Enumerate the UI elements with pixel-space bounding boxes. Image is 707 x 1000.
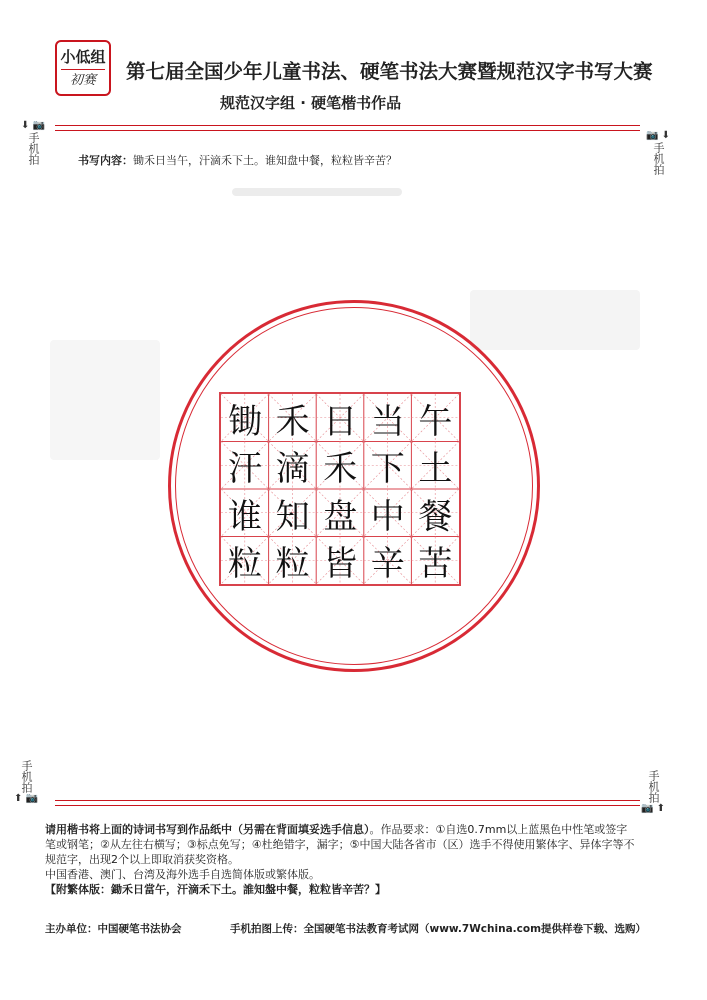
handwritten-character: 餐	[418, 496, 453, 537]
bleed-through-block	[50, 340, 160, 460]
upload-info: 手机拍图上传：全国硬笔书法教育考试网（www.7Wchina.com提供样卷下载、选购）	[230, 923, 647, 935]
instructions-hk-tw: 中国香港、澳门、台湾及海外选手自选简体版或繁体版。	[45, 868, 320, 881]
instructions-lead: 请用楷书将上面的诗词书写到作品纸中（另需在背面填妥选手信息）	[45, 823, 370, 836]
phone-photo-label-top-right: 📷 ⬇ 手机拍	[646, 130, 671, 175]
group-label: 小低组	[60, 47, 106, 66]
phone-photo-label-top-left: ⬇ 📷 手机拍	[21, 120, 46, 165]
group-badge	[55, 40, 111, 96]
handwritten-character: 土	[418, 449, 453, 489]
writing-content-text: 锄禾日当午，汗滴禾下土。谁知盘中餐，粒粒皆辛苦？	[133, 154, 397, 167]
bleed-through-text	[232, 188, 402, 196]
camera-download-icon: 📷 ⬇	[646, 130, 671, 141]
bottom-divider	[55, 800, 640, 806]
page-title: 第七届全国少年儿童书法、硬笔书法大赛暨规范汉字书写大赛	[126, 60, 653, 83]
bleed-through-block	[470, 290, 640, 350]
instructions-body: 。作品要求：①自选0.7mm以上蓝黑色中性笔或签字笔或钢笔；②从左往右横写；③标点免写；④杜绝错字，漏字；⑤中国大陆各省市（区）选手不得使用繁体字、异体字等不规范字，出现2个以上即取消获奖资格。	[45, 823, 635, 866]
badge-divider	[61, 69, 105, 70]
handwritten-character: 禾	[275, 401, 310, 442]
handwritten-character: 下	[370, 449, 405, 489]
download-camera-icon: ⬇ 📷	[21, 120, 46, 131]
handwritten-character: 禾	[323, 449, 358, 489]
phone-photo-label-bottom-right: 手机拍 📷 ⬆	[641, 770, 666, 814]
handwritten-character: 谁	[228, 496, 262, 537]
handwritten-character: 粒	[228, 544, 262, 584]
writing-content	[78, 152, 397, 168]
camera-upload-icon: 📷 ⬆	[641, 803, 666, 814]
handwritten-character: 汗	[228, 449, 262, 489]
writing-grid	[219, 392, 461, 586]
organizer: 主办单位：中国硬笔书法协会	[45, 923, 182, 935]
handwritten-character: 滴	[275, 449, 310, 489]
handwritten-character: 中	[370, 496, 405, 537]
handwritten-character: 日	[323, 401, 358, 442]
phone-photo-label-bottom-left: 手机拍 ⬆ 📷	[14, 760, 39, 804]
handwritten-character: 辛	[370, 544, 405, 584]
upload-camera-icon: ⬆ 📷	[14, 793, 39, 804]
instructions-traditional: 【附繁体版：鋤禾日當午，汗滴禾下土。誰知盤中餐，粒粒皆辛苦？】	[45, 883, 386, 896]
page-subtitle: 规范汉字组 · 硬笔楷书作品	[220, 94, 402, 112]
handwritten-character: 知	[275, 496, 310, 537]
handwritten-character: 午	[418, 401, 453, 442]
handwritten-character: 皆	[323, 544, 358, 584]
handwritten-character: 苦	[418, 544, 453, 584]
instructions	[45, 822, 635, 897]
handwritten-character: 盘	[323, 496, 358, 537]
round-label: 初赛	[69, 72, 96, 88]
handwritten-character: 锄	[228, 401, 262, 442]
handwritten-character: 粒	[275, 544, 310, 584]
writing-content-label: 书写内容：	[78, 154, 133, 167]
top-divider	[55, 125, 640, 131]
handwritten-character: 当	[370, 401, 405, 442]
